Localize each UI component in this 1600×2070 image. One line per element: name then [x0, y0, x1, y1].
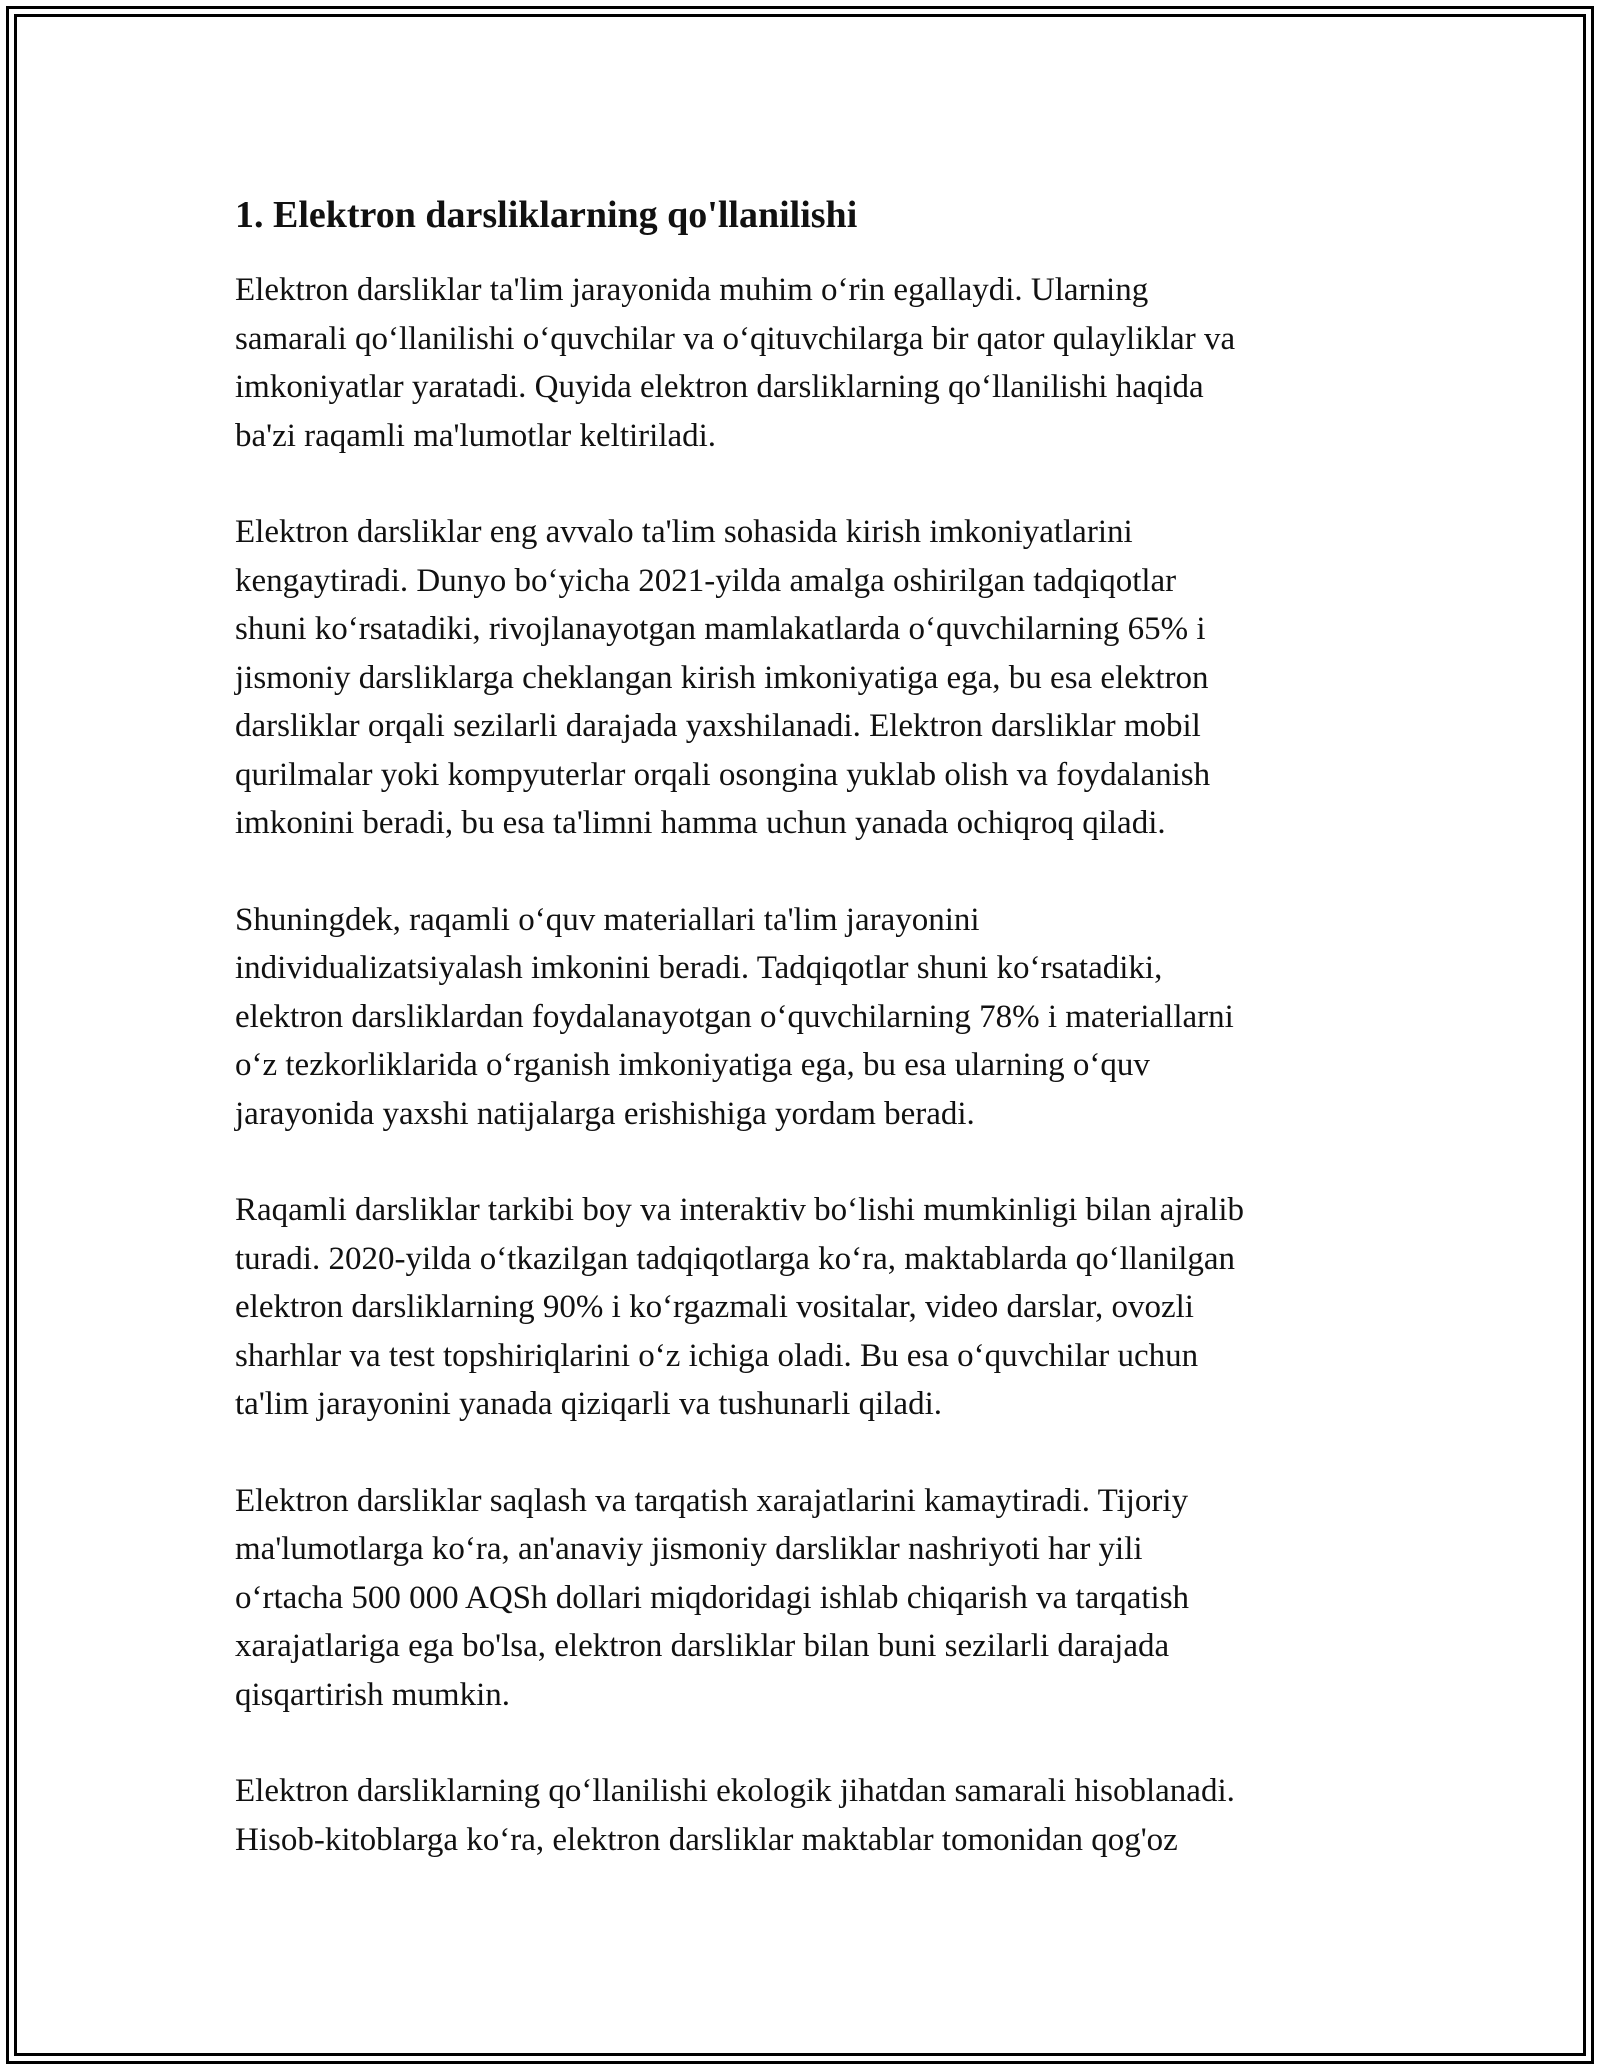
text-line: Raqamli darsliklar tarkibi boy va interaktiv boʻlishi mumkinligi bilan ajralib — [235, 1192, 1245, 1228]
text-line: xarajatlariga ega bo'lsa, elektron darsliklar bilan buni sezilarli darajada — [235, 1628, 1170, 1664]
text-line: oʻrtacha 500 000 AQSh dollari miqdoridagi ishlab chiqarish va tarqatish — [235, 1579, 1190, 1616]
text-line: elektron darsliklardan foydalanayotgan oʻquvchilarning 78% i materiallarni — [235, 998, 1234, 1035]
text-line: ba'zi raqamli ma'lumotlar keltiriladi. — [235, 417, 717, 454]
text-line: qisqartirish mumkin. — [235, 1676, 510, 1713]
text-line: kengaytiradi. Dunyo boʻyicha 2021-yilda amalga oshirilgan tadqiqotlar — [235, 562, 1177, 599]
paragraph-costs — [235, 1477, 1365, 1720]
text-line: Elektron darsliklar eng avvalo ta'lim sohasida kirish imkoniyatlarini — [235, 514, 1133, 550]
text-line: jarayonida yaxshi natijalarga erishishiga yordam beradi. — [235, 1095, 975, 1132]
text-line: samarali qoʻllanilishi oʻquvchilar va oʻqituvchilarga bir qator qulayliklar va — [235, 320, 1236, 357]
text-line: ma'lumotlarga koʻra, an'anaviy jismoniy darsliklar nashriyoti har yili — [235, 1531, 1143, 1567]
text-line: ta'lim jarayonini yanada qiziqarli va tushunarli qiladi. — [235, 1386, 942, 1422]
paragraph-ecology — [235, 1767, 1365, 1864]
paragraph-intro — [235, 266, 1365, 460]
section-heading: 1. Elektron darsliklarning qo'llanilishi — [235, 194, 858, 236]
text-line: elektron darsliklarning 90% i koʻrgazmali vositalar, video darslar, ovozli — [235, 1289, 1194, 1325]
paragraph-individualization — [235, 896, 1365, 1139]
text-line: imkonini beradi, bu esa ta'limni hamma uchun yanada ochiqroq qiladi. — [235, 805, 1166, 841]
text-line: qurilmalar yoki kompyuterlar orqali osongina yuklab olish va foydalanish — [235, 756, 1211, 793]
text-line: sharhlar va test topshiriqlarini oʻz ichiga oladi. Bu esa oʻquvchilar uchun — [235, 1337, 1199, 1374]
text-line: jismoniy darsliklarga cheklangan kirish imkoniyatiga ega, bu esa elektron — [235, 659, 1209, 696]
text-line: Shuningdek, raqamli oʻquv materiallari ta'lim jarayonini — [235, 901, 980, 938]
text-line: turadi. 2020-yilda oʻtkazilgan tadqiqotlarga koʻra, maktablarda qoʻllanilgan — [235, 1240, 1236, 1277]
text-line: Hisob-kitoblarga koʻra, elektron darsliklar maktablar tomonidan qog'oz — [235, 1821, 1178, 1858]
text-line: individualizatsiyalash imkonini beradi. Tadqiqotlar shuni koʻrsatadiki, — [235, 950, 1163, 986]
text-line: shuni koʻrsatadiki, rivojlanayotgan mamlakatlarda oʻquvchilarning 65% i — [235, 611, 1206, 647]
text-line: Elektron darsliklar ta'lim jarayonida muhim oʻrin egallaydi. Ularning — [235, 272, 1149, 308]
text-line: darsliklar orqali sezilarli darajada yaxshilanadi. Elektron darsliklar mobil — [235, 708, 1201, 744]
paragraph-interactive — [235, 1186, 1365, 1429]
text-line: imkoniyatlar yaratadi. Quyida elektron darsliklarning qoʻllanilishi haqida — [235, 369, 1204, 405]
text-line: oʻz tezkorliklarida oʻrganish imkoniyatiga ega, bu esa ularning oʻquv — [235, 1047, 1150, 1083]
document-body — [235, 184, 1365, 1912]
text-line: Elektron darsliklar saqlash va tarqatish xarajatlarini kamaytiradi. Tijoriy — [235, 1482, 1189, 1519]
text-line: Elektron darsliklarning qoʻllanilishi ekologik jihatdan samarali hisoblanadi. — [235, 1773, 1235, 1809]
paragraph-access — [235, 508, 1365, 848]
